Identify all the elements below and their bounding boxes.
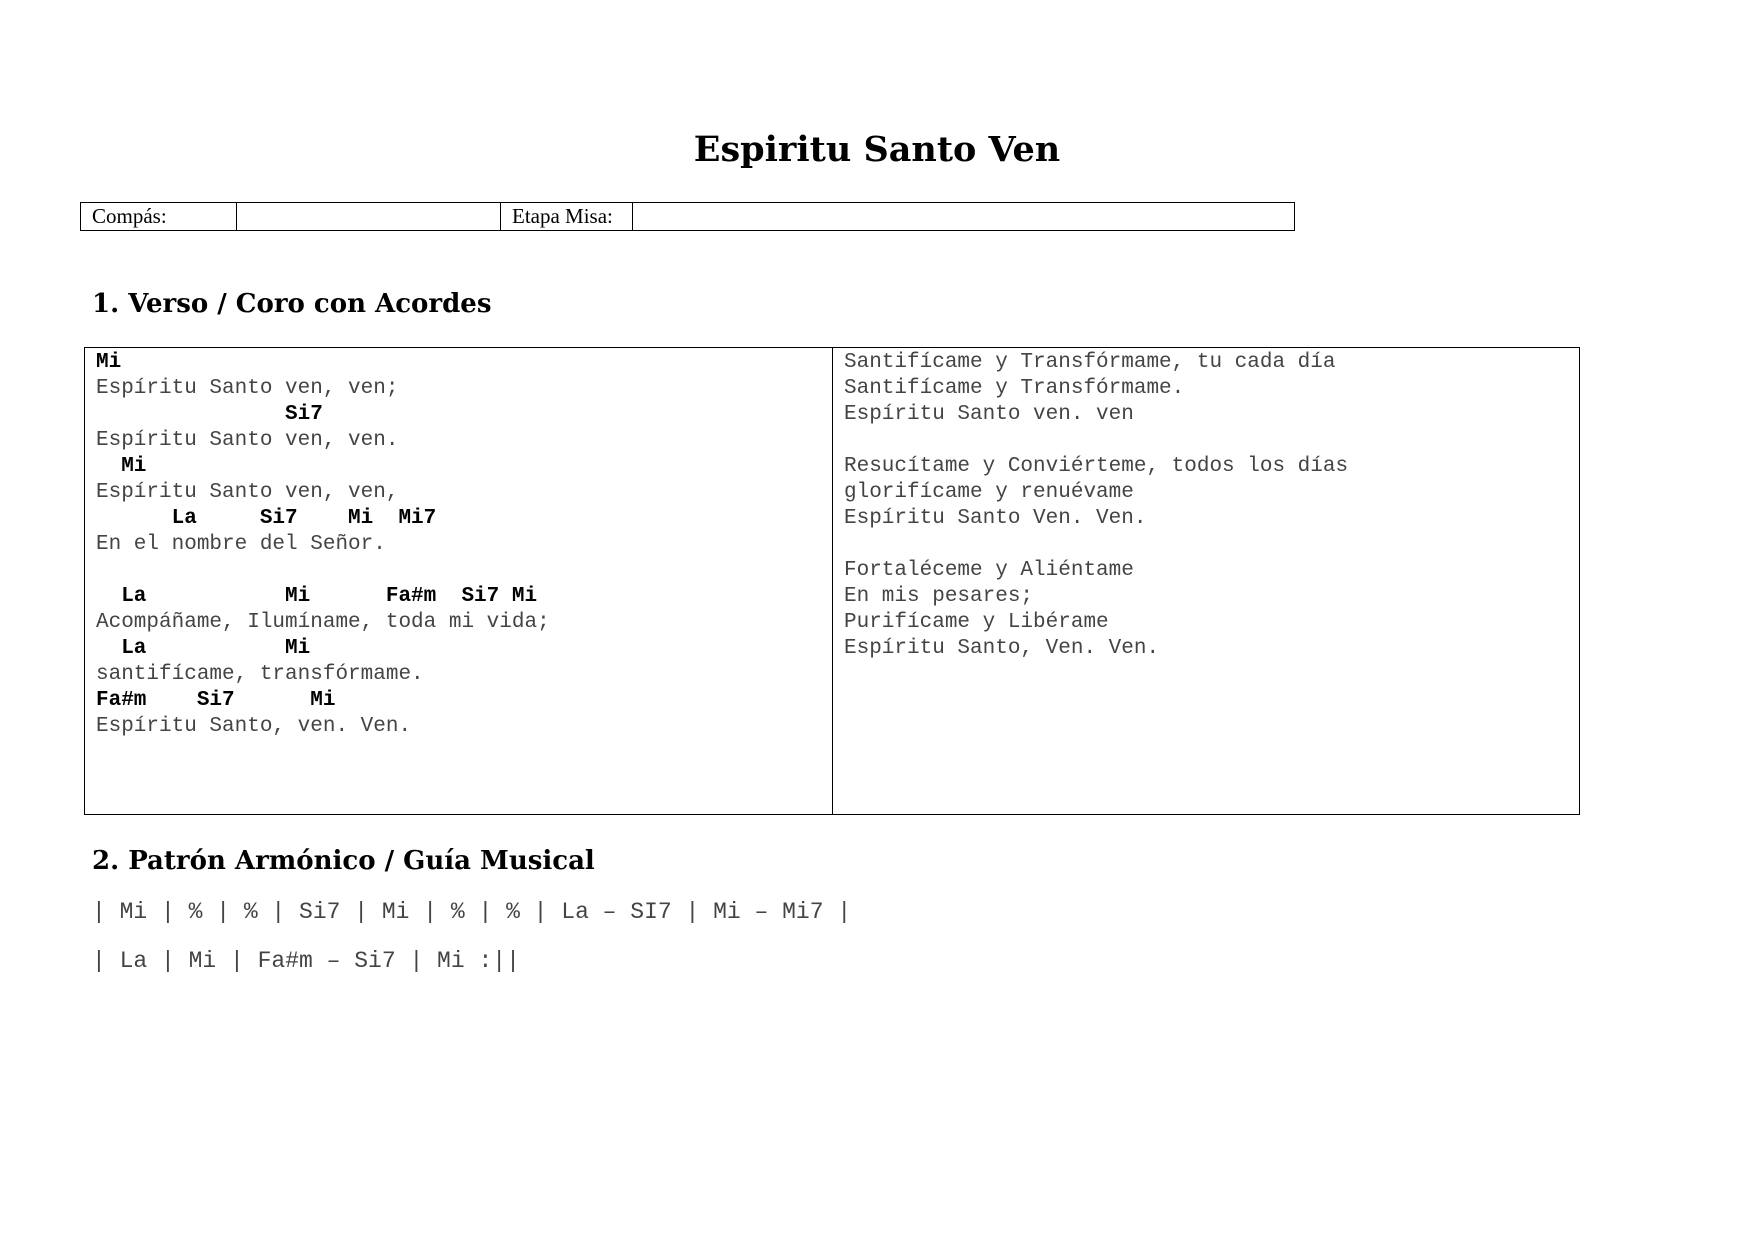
- section-heading-verso-coro: 1. Verso / Coro con Acordes: [92, 289, 492, 319]
- blank-line: [844, 428, 1579, 454]
- lyric-line: Fortaléceme y Aliéntame: [844, 559, 1134, 582]
- chord-line: Fa#m Si7 Mi: [96, 689, 336, 712]
- lyric-line: Santifícame y Transfórmame, tu cada día: [844, 351, 1336, 374]
- lyric-line: En mis pesares;: [844, 585, 1034, 608]
- chord-line: La Mi Fa#m Si7 Mi: [96, 585, 538, 608]
- chord-line: Si7: [96, 403, 323, 426]
- lyric-line: Espíritu Santo, ven. Ven.: [96, 715, 412, 738]
- harmonic-pattern-line: | Mi | % | % | Si7 | Mi | % | % | La – SI7 | Mi – Mi7 |: [92, 899, 852, 925]
- lyrics-column-left: [85, 348, 833, 814]
- blank-line: [96, 558, 832, 584]
- etapa-misa-value: [633, 203, 1295, 231]
- lyric-line: Santifícame y Transfórmame.: [844, 377, 1185, 400]
- lyric-line: Espíritu Santo ven. ven: [844, 403, 1134, 426]
- lyric-line: Espíritu Santo ven, ven;: [96, 377, 399, 400]
- blank-line: [844, 532, 1579, 558]
- lyric-line: Purifícame y Libérame: [844, 611, 1109, 634]
- lyric-line: Espíritu Santo ven, ven.: [96, 429, 399, 452]
- lyric-line: Espíritu Santo ven, ven,: [96, 481, 399, 504]
- compas-label: Compás:: [81, 203, 237, 231]
- chord-line: La Mi: [96, 637, 311, 660]
- lyrics-column-right: [833, 348, 1579, 814]
- section-heading-patron-armonico: 2. Patrón Armónico / Guía Musical: [92, 846, 595, 876]
- harmonic-pattern-line: | La | Mi | Fa#m – Si7 | Mi :||: [92, 948, 520, 974]
- lyric-line: En el nombre del Señor.: [96, 533, 386, 556]
- lyric-line: Acompáñame, Ilumíname, toda mi vida;: [96, 611, 550, 634]
- lyric-line: Espíritu Santo Ven. Ven.: [844, 507, 1147, 530]
- lyric-line: glorifícame y renuévame: [844, 481, 1134, 504]
- song-meta-table: [80, 202, 1295, 231]
- compas-value: [237, 203, 501, 231]
- chord-line: Mi: [96, 455, 147, 478]
- etapa-misa-label: Etapa Misa:: [501, 203, 633, 231]
- lyrics-chords-table: [84, 347, 1580, 815]
- chord-line: Mi: [96, 351, 122, 374]
- lyric-line: santifícame, transfórmame.: [96, 663, 424, 686]
- chord-line: La Si7 Mi Mi7: [96, 507, 437, 530]
- lyric-line: Resucítame y Conviérteme, todos los días: [844, 455, 1349, 478]
- song-title: Espiritu Santo Ven: [693, 129, 1061, 170]
- lyric-line: Espíritu Santo, Ven. Ven.: [844, 637, 1160, 660]
